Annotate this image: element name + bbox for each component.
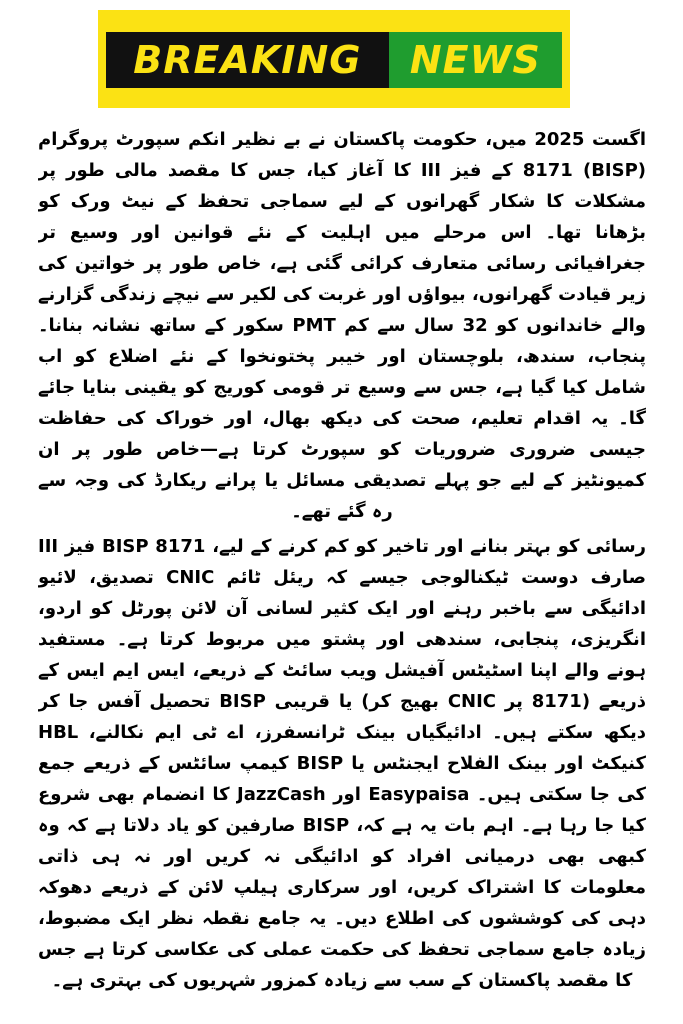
banner-word-breaking: BREAKING — [133, 38, 362, 82]
banner-right-panel — [389, 32, 562, 88]
article-paragraph-2: رسائی کو بہتر بنانے اور تاخیر کو کم کرنے کے لیے، BISP 8171 فیز III صارف دوست ٹیکنالوجی جیسے کہ ریئل ٹائم CNIC تصدیق، لائیو ادائیگی سے باخبر رہنے اور ایک کثیر لسانی آن لائن پورٹل کو اردو، انگریزی، پنجابی، سندھی اور پشتو میں مربوط کرتا ہے۔ مستفید ہونے والے اپنا اسٹیٹس آفیشل ویب سائٹ کے ذریعے، ایس ایم ایس کے ذریعے (8171 پر CNIC بھیج کر) یا قریبی BISP تحصیل آفس جا کر دیکھ سکتے ہیں۔ ادائیگیاں بینک ٹرانسفرز، اے ٹی ایم نکالنے، HBL کنیکٹ اور بینک الفلاح ایجنٹس یا BISP کیمپ سائٹس کے ذریعے جمع کی جا سکتی ہیں۔ Easypaisa اور JazzCash کا انضمام بھی شروع کیا جا رہا ہے۔ اہم بات یہ ہے کہ، BISP صارفین کو یاد دلاتا ہے کہ وہ کبھی بھی درمیانی افراد کو ادائیگی نہ کریں اور نہ ہی ذاتی معلومات کا اشتراک کریں، اور سرکاری ہیلپ لائن کے ذریعے دھوکہ دہی کی کوششوں کی اطلاع دیں۔ یہ جامع نقطہ نظر ایک مضبوط، زیادہ جامع سماجی تحفظ کی حکمت عملی کی عکاسی کرتا ہے جس کا مقصد پاکستان کے سب سے زیادہ کمزور شہریوں کی بہتری ہے۔ — [38, 536, 646, 991]
article-paragraph-1: اگست 2025 میں، حکومت پاکستان نے بے نظیر انکم سپورٹ پروگرام (BISP) 8171 کے فیز III کا آغاز کیا، جس کا مقصد مالی طور پر مشکلات کا شکار گھرانوں کے لیے سماجی تحفظ کے نیٹ ورک کو بڑھانا تھا۔ اس مرحلے میں اہلیت کے نئے قوانین اور وسیع تر جغرافیائی رسائی متعارف کرائی گئی ہے، خاص طور پر خواتین کی زیر قیادت گھرانوں، بیواؤں اور غربت کی لکیر سے نیچے زندگی گزارنے والے خاندانوں کو 32 سال سے کم PMT سکور کے ساتھ نشانہ بنانا۔ پنجاب، سندھ، بلوچستان اور خیبر پختونخوا کے نئے اضلاع کو اب شامل کیا گیا ہے، جس سے وسیع تر قومی کوریج کو یقینی بنایا جائے گا۔ یہ اقدام تعلیم، صحت کی دیکھ بھال، اور خوراک کی حفاظت جیسی ضروری ضروریات کو سپورٹ کرتا ہے—خاص طور پر ان کمیونٹیز کے لیے جو پہلے تصدیقی مسائل یا پرانے ریکارڈ کی وجہ سے رہ گئے تھے۔ — [38, 129, 646, 522]
banner-left-panel — [106, 32, 389, 88]
article-body — [38, 124, 646, 1004]
breaking-news-banner — [98, 10, 570, 108]
banner-inner — [106, 32, 562, 88]
banner-word-news: NEWS — [409, 38, 541, 82]
